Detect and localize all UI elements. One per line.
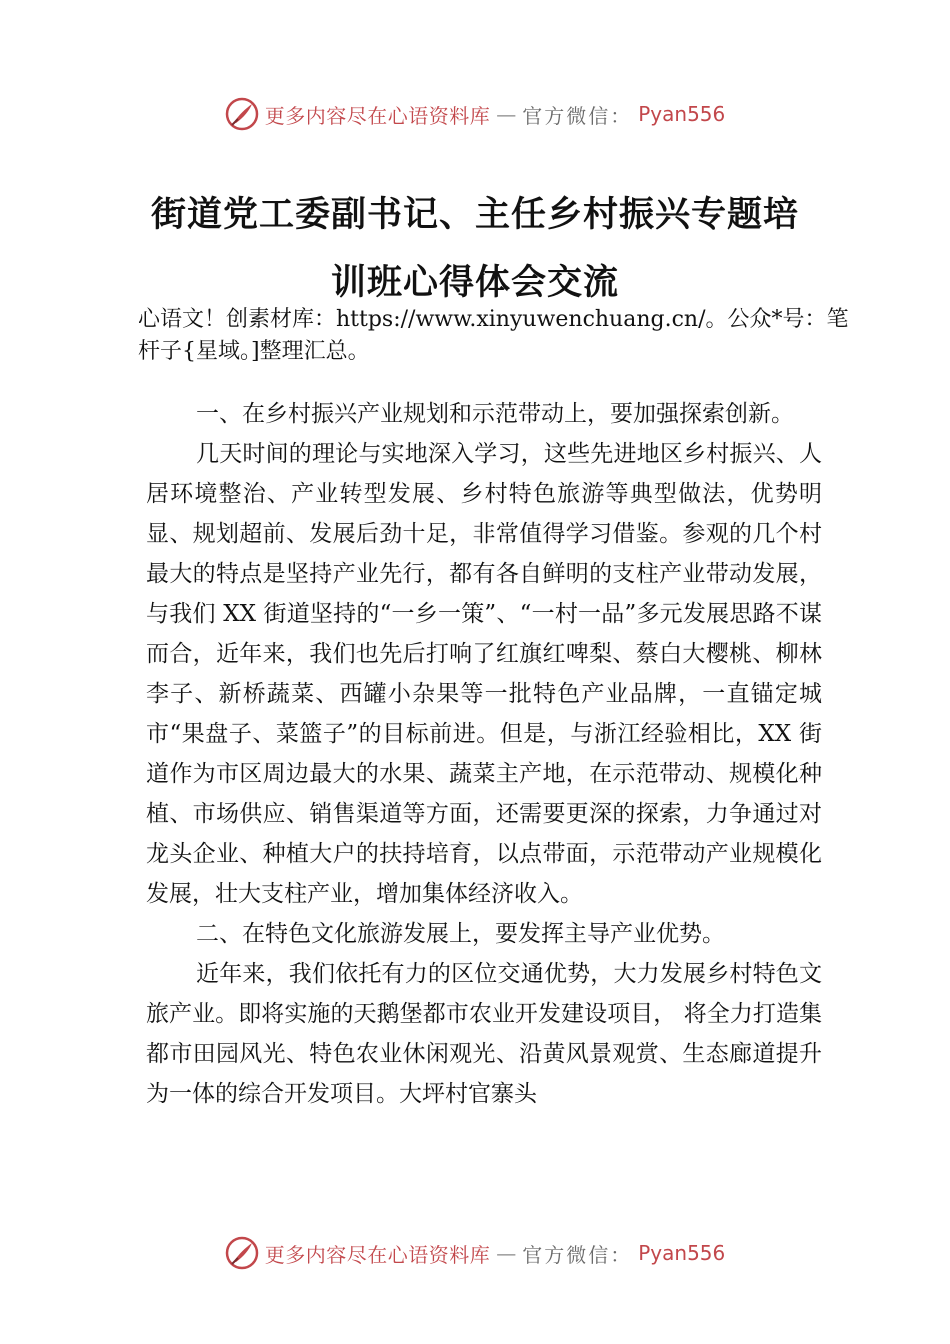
banner-wechat-id: Pyan556	[638, 1241, 726, 1265]
document-title-line-2: 训班心得体会交流	[330, 263, 619, 303]
banner-text: 更多内容尽在心语资料库	[264, 1242, 491, 1267]
banner-text: 更多内容尽在心语资料库	[264, 103, 491, 128]
banner-wechat-label: 官方微信：	[522, 103, 633, 128]
banner-wechat-label: 官方微信：	[522, 1242, 633, 1267]
banner-wechat-id: Pyan556	[638, 102, 726, 126]
body-paragraph: 近年来，我们依托有力的区位交通优势，大力发展乡村特色文旅产业。即将实施的天鹅堡都市农业开发建设项目， 将全力打造集都市田园风光、特色农业休闲观光、沿黄风景观赏、生态廊道提升为一体的综合开发项目。大坪村官寨头	[146, 961, 822, 1107]
quill-logo-icon	[225, 97, 259, 131]
source-note: 心语文！创素材库：https://www.xinyuwenchuang.cn/。公众*号：笔杆子{星域。]整理汇总。	[138, 307, 849, 364]
document-body	[146, 394, 822, 1114]
body-paragraph: 几天时间的理论与实地深入学习，这些先进地区乡村振兴、人居环境整治、产业转型发展、乡村特色旅游等典型做法，优势明显、规划超前、发展后劲十足，非常值得学习借鉴。参观的几个村最大的特点是坚持产业先行，都有各自鲜明的支柱产业带动发展，与我们 XX 街道坚持的“一乡一策”、“一村一品”多元发展思路不谋而合，近年来，我们也先后打响了红旗红啤梨、蔡白大樱桃、柳林李子、新桥蔬菜、西罐小杂果等一批特色产业品牌，一直锚定城市“果盘子、菜篮子”的目标前进。但是，与浙江经验相比，XX 街道作为市区周边最大的水果、蔬菜主产地，在示范带动、规模化种植、市场供应、销售渠道等方面，还需要更深的探索，力争通过对龙头企业、种植大户的扶持培育，以点带面，示范带动产业规模化发展，壮大支柱产业，增加集体经济收入。	[146, 441, 822, 907]
quill-logo-icon	[225, 1236, 259, 1270]
footer-watermark-banner	[0, 1233, 950, 1273]
section-heading-1: 一、在乡村振兴产业规划和示范带动上，要加强探索创新。	[196, 401, 794, 427]
header-watermark-banner	[0, 94, 950, 134]
banner-separator: —	[496, 102, 517, 126]
section-heading-2: 二、在特色文化旅游发展上，要发挥主导产业优势。	[196, 921, 725, 947]
document-title-line-1: 街道党工委副书记、主任乡村振兴专题培	[150, 195, 799, 235]
banner-separator: —	[496, 1241, 517, 1265]
